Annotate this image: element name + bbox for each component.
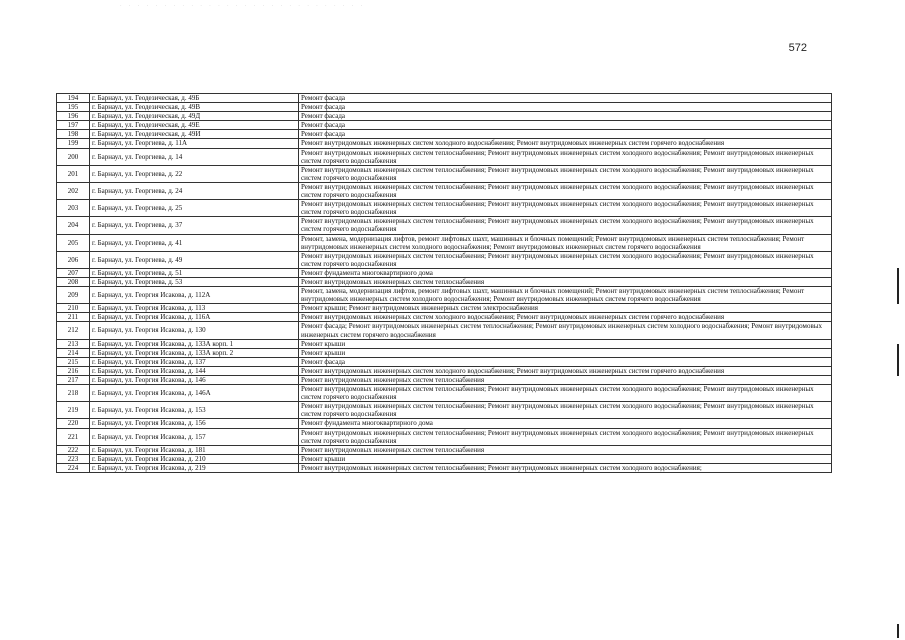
- row-number: 201: [57, 165, 90, 182]
- row-works: Ремонт фасада: [299, 103, 832, 112]
- table-row: [57, 268, 832, 277]
- row-address: г. Барнаул, ул. Геодезическая, д. 49Д: [90, 112, 299, 121]
- row-number: 200: [57, 148, 90, 165]
- row-works: Ремонт внутридомовых инженерных систем теплоснабжения; Ремонт внутридомовых инженерных систем холодного водоснабжения; Ремонт внутридомовых инженерных систем горячего водоснабжения: [299, 428, 832, 445]
- row-works: Ремонт крыши: [299, 348, 832, 357]
- row-number: 207: [57, 268, 90, 277]
- row-works: Ремонт внутридомовых инженерных систем теплоснабжения: [299, 376, 832, 385]
- row-address: г. Барнаул, ул. Георгия Исакова, д. 133А корп. 1: [90, 339, 299, 348]
- row-works: Ремонт внутридомовых инженерных систем теплоснабжения: [299, 277, 832, 286]
- row-address: г. Барнаул, ул. Георгия Исакова, д. 210: [90, 454, 299, 463]
- row-number: 202: [57, 182, 90, 199]
- row-address: г. Барнаул, ул. Георгиева, д. 41: [90, 234, 299, 251]
- table-row: [57, 182, 832, 199]
- row-address: г. Барнаул, ул. Георгия Исакова, д. 219: [90, 463, 299, 472]
- row-address: г. Барнаул, ул. Георгиева, д. 22: [90, 165, 299, 182]
- table-row: [57, 165, 832, 182]
- row-works: Ремонт внутридомовых инженерных систем теплоснабжения; Ремонт внутридомовых инженерных систем холодного водоснабжения; Ремонт внутридомовых инженерных систем горячего водоснабжения: [299, 251, 832, 268]
- row-address: г. Барнаул, ул. Георгиева, д. 51: [90, 268, 299, 277]
- scan-edge-mark: [897, 268, 899, 304]
- table-row: [57, 385, 832, 402]
- row-address: г. Барнаул, ул. Геодезическая, д. 49В: [90, 103, 299, 112]
- row-address: г. Барнаул, ул. Георгия Исакова, д. 130: [90, 322, 299, 339]
- row-address: г. Барнаул, ул. Георгиева, д. 49: [90, 251, 299, 268]
- table-row: [57, 454, 832, 463]
- row-address: г. Барнаул, ул. Георгия Исакова, д. 144: [90, 366, 299, 375]
- row-number: 220: [57, 419, 90, 428]
- table-row: [57, 139, 832, 148]
- row-works: Ремонт внутридомовых инженерных систем теплоснабжения: [299, 445, 832, 454]
- row-address: г. Барнаул, ул. Георгия Исакова, д. 146: [90, 376, 299, 385]
- table-row: [57, 287, 832, 304]
- row-address: г. Барнаул, ул. Георгия Исакова, д. 157: [90, 428, 299, 445]
- table-row: [57, 322, 832, 339]
- row-address: г. Барнаул, ул. Георгиева, д. 14: [90, 148, 299, 165]
- table-row: [57, 94, 832, 103]
- page-number: 572: [788, 42, 807, 54]
- scan-noise: · · · · · · · · · · · · · · · · · · · · · · · · · · · ·: [120, 4, 366, 9]
- row-address: г. Барнаул, ул. Георгиева, д. 24: [90, 182, 299, 199]
- row-address: г. Барнаул, ул. Георгия Исакова, д. 156: [90, 419, 299, 428]
- row-address: г. Барнаул, ул. Георгия Исакова, д. 113: [90, 304, 299, 313]
- row-address: г. Барнаул, ул. Георгия Исакова, д. 133А корп. 2: [90, 348, 299, 357]
- row-number: 221: [57, 428, 90, 445]
- row-number: 215: [57, 357, 90, 366]
- row-works: Ремонт, замена, модернизация лифтов, ремонт лифтовых шахт, машинных и блочных помещений; Ремонт внутридомовых инженерных систем теплоснабжения; Ремонт внутридомовых инженерных систем холодного водоснабжения; Ремонт внутридомовых инженерных систем горячего водоснабжения: [299, 287, 832, 304]
- table-row: [57, 277, 832, 286]
- row-address: г. Барнаул, ул. Георгия Исакова, д. 112А: [90, 287, 299, 304]
- row-address: г. Барнаул, ул. Георгиева, д. 25: [90, 200, 299, 217]
- table-row: [57, 366, 832, 375]
- row-number: 222: [57, 445, 90, 454]
- row-number: 218: [57, 385, 90, 402]
- row-works: Ремонт фасада: [299, 94, 832, 103]
- scan-edge-mark: [897, 344, 899, 376]
- row-address: г. Барнаул, ул. Геодезическая, д. 49Б: [90, 94, 299, 103]
- table-row: [57, 148, 832, 165]
- row-address: г. Барнаул, ул. Георгия Исакова, д. 116А: [90, 313, 299, 322]
- row-works: Ремонт внутридомовых инженерных систем теплоснабжения; Ремонт внутридомовых инженерных систем холодного водоснабжения; Ремонт внутридомовых инженерных систем горячего водоснабжения: [299, 148, 832, 165]
- row-works: Ремонт фундамента многоквартирного дома: [299, 268, 832, 277]
- row-number: 199: [57, 139, 90, 148]
- row-works: Ремонт внутридомовых инженерных систем теплоснабжения; Ремонт внутридомовых инженерных систем холодного водоснабжения; Ремонт внутридомовых инженерных систем горячего водоснабжения: [299, 217, 832, 234]
- row-address: г. Барнаул, ул. Георгия Исакова, д. 146А: [90, 385, 299, 402]
- row-number: 198: [57, 130, 90, 139]
- row-works: Ремонт внутридомовых инженерных систем теплоснабжения; Ремонт внутридомовых инженерных систем холодного водоснабжения;: [299, 463, 832, 472]
- row-works: Ремонт фасада; Ремонт внутридомовых инженерных систем теплоснабжения; Ремонт внутридомовых инженерных систем холодного водоснабжения; Ремонт внутридомовых инженерных систем горячего водоснабжения: [299, 322, 832, 339]
- row-works: Ремонт внутридомовых инженерных систем холодного водоснабжения; Ремонт внутридомовых инженерных систем горячего водоснабжения: [299, 139, 832, 148]
- row-works: Ремонт крыши; Ремонт внутридомовых инженерных систем электроснабжения: [299, 304, 832, 313]
- table-row: [57, 217, 832, 234]
- row-works: Ремонт фасада: [299, 130, 832, 139]
- table-row: [57, 304, 832, 313]
- row-number: 205: [57, 234, 90, 251]
- row-works: Ремонт внутридомовых инженерных систем холодного водоснабжения; Ремонт внутридомовых инженерных систем горячего водоснабжения: [299, 313, 832, 322]
- row-number: 219: [57, 402, 90, 419]
- row-address: г. Барнаул, ул. Георгия Исакова, д. 181: [90, 445, 299, 454]
- row-works: Ремонт внутридомовых инженерных систем теплоснабжения; Ремонт внутридомовых инженерных систем холодного водоснабжения; Ремонт внутридомовых инженерных систем горячего водоснабжения: [299, 200, 832, 217]
- table-row: [57, 428, 832, 445]
- row-number: 204: [57, 217, 90, 234]
- row-number: 216: [57, 366, 90, 375]
- row-works: Ремонт фасада: [299, 121, 832, 130]
- table-row: [57, 357, 832, 366]
- table-row: [57, 348, 832, 357]
- table-row: [57, 103, 832, 112]
- row-works: Ремонт внутридомовых инженерных систем теплоснабжения; Ремонт внутридомовых инженерных систем холодного водоснабжения; Ремонт внутридомовых инженерных систем горячего водоснабжения: [299, 165, 832, 182]
- table-row: [57, 402, 832, 419]
- row-works: Ремонт крыши: [299, 339, 832, 348]
- row-works: Ремонт крыши: [299, 454, 832, 463]
- row-address: г. Барнаул, ул. Георгия Исакова, д. 153: [90, 402, 299, 419]
- repair-registry-table: [56, 93, 832, 473]
- row-number: 197: [57, 121, 90, 130]
- row-number: 212: [57, 322, 90, 339]
- row-number: 206: [57, 251, 90, 268]
- row-number: 223: [57, 454, 90, 463]
- table-row: [57, 121, 832, 130]
- row-works: Ремонт внутридомовых инженерных систем холодного водоснабжения; Ремонт внутридомовых инженерных систем горячего водоснабжения: [299, 366, 832, 375]
- row-number: 213: [57, 339, 90, 348]
- table-row: [57, 313, 832, 322]
- table-row: [57, 130, 832, 139]
- row-works: Ремонт внутридомовых инженерных систем теплоснабжения; Ремонт внутридомовых инженерных систем холодного водоснабжения; Ремонт внутридомовых инженерных систем горячего водоснабжения: [299, 402, 832, 419]
- table-body: [57, 94, 832, 473]
- row-works: Ремонт фасада: [299, 357, 832, 366]
- row-works: Ремонт фундамента многоквартирного дома: [299, 419, 832, 428]
- table-row: [57, 445, 832, 454]
- row-number: 209: [57, 287, 90, 304]
- row-works: Ремонт фасада: [299, 112, 832, 121]
- row-number: 194: [57, 94, 90, 103]
- table-row: [57, 251, 832, 268]
- table-row: [57, 112, 832, 121]
- row-address: г. Барнаул, ул. Георгиева, д. 53: [90, 277, 299, 286]
- row-number: 211: [57, 313, 90, 322]
- row-address: г. Барнаул, ул. Георгия Исакова, д. 137: [90, 357, 299, 366]
- row-number: 224: [57, 463, 90, 472]
- row-number: 210: [57, 304, 90, 313]
- row-address: г. Барнаул, ул. Георгиева, д. 11А: [90, 139, 299, 148]
- row-number: 203: [57, 200, 90, 217]
- row-number: 196: [57, 112, 90, 121]
- table-row: [57, 419, 832, 428]
- table-row: [57, 376, 832, 385]
- row-number: 214: [57, 348, 90, 357]
- row-works: Ремонт внутридомовых инженерных систем теплоснабжения; Ремонт внутридомовых инженерных систем холодного водоснабжения; Ремонт внутридомовых инженерных систем горячего водоснабжения: [299, 182, 832, 199]
- scan-edge-mark: [897, 624, 899, 638]
- row-address: г. Барнаул, ул. Геодезическая, д. 49И: [90, 130, 299, 139]
- row-address: г. Барнаул, ул. Георгиева, д. 37: [90, 217, 299, 234]
- table-row: [57, 234, 832, 251]
- row-works: Ремонт, замена, модернизация лифтов, ремонт лифтовых шахт, машинных и блочных помещений; Ремонт внутридомовых инженерных систем теплоснабжения; Ремонт внутридомовых инженерных систем холодного водоснабжения; Ремонт внутридомовых инженерных систем горячего водоснабжения: [299, 234, 832, 251]
- row-number: 217: [57, 376, 90, 385]
- row-number: 208: [57, 277, 90, 286]
- table-row: [57, 200, 832, 217]
- row-address: г. Барнаул, ул. Геодезическая, д. 49Е: [90, 121, 299, 130]
- table-row: [57, 463, 832, 472]
- row-number: 195: [57, 103, 90, 112]
- table-row: [57, 339, 832, 348]
- row-works: Ремонт внутридомовых инженерных систем теплоснабжения; Ремонт внутридомовых инженерных систем холодного водоснабжения; Ремонт внутридомовых инженерных систем горячего водоснабжения: [299, 385, 832, 402]
